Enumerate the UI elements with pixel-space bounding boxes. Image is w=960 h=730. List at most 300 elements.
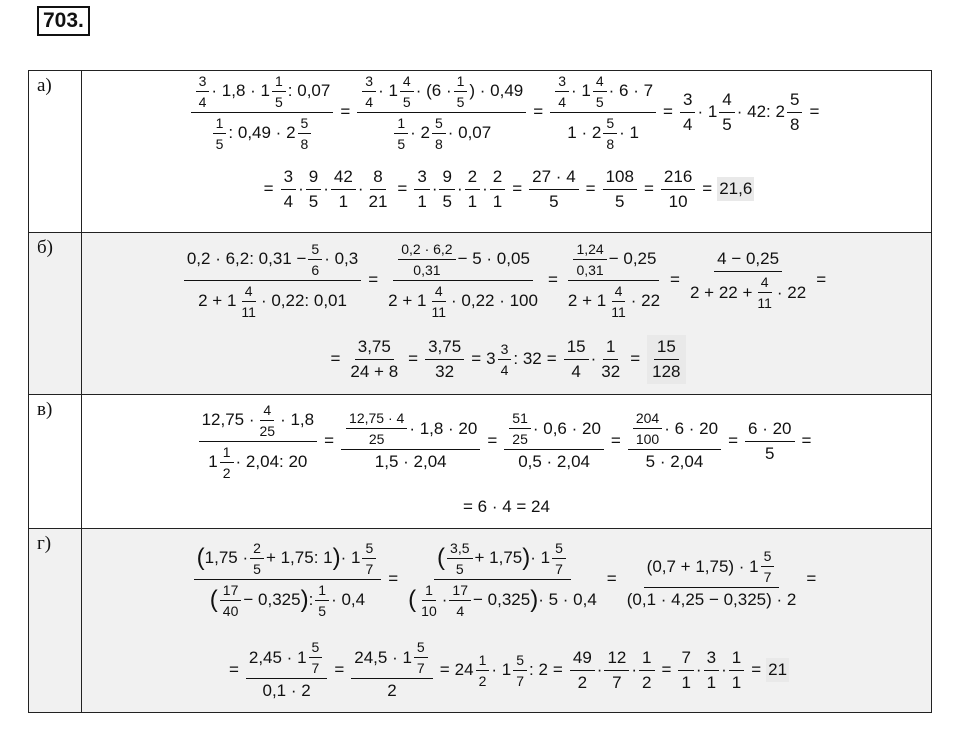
math-term: · xyxy=(695,660,702,679)
denominator: 1 xyxy=(706,672,717,692)
fraction xyxy=(400,73,414,110)
operator: = xyxy=(630,349,641,368)
fraction xyxy=(341,410,480,472)
fraction xyxy=(603,115,617,152)
denominator: 5 xyxy=(615,191,625,211)
math-term: · 42: 2 xyxy=(736,102,785,121)
fraction xyxy=(439,167,454,212)
fraction xyxy=(281,167,296,212)
fraction xyxy=(220,444,234,481)
math-term: · 22 xyxy=(776,282,807,302)
numerator xyxy=(246,639,327,679)
numerator: 3 xyxy=(498,341,512,360)
fraction xyxy=(729,648,744,693)
numerator: 4 xyxy=(593,73,607,92)
operator: = xyxy=(801,431,812,450)
denominator: 21 xyxy=(368,191,388,211)
denominator: 25 xyxy=(368,431,385,447)
denominator: 10 xyxy=(421,602,437,619)
denominator: 4 xyxy=(456,602,465,619)
numerator xyxy=(199,402,318,442)
denominator: 7 xyxy=(416,660,425,676)
numerator xyxy=(357,73,526,113)
numerator xyxy=(434,540,571,580)
fraction xyxy=(362,73,376,110)
numerator xyxy=(393,241,533,281)
fraction xyxy=(428,283,449,320)
math-term: · 2 xyxy=(410,123,430,142)
numerator: 1 xyxy=(476,652,490,671)
denominator: 32 xyxy=(601,361,621,381)
fraction xyxy=(405,540,600,619)
numerator xyxy=(341,410,480,450)
fraction xyxy=(598,337,623,382)
part-b-label: б) xyxy=(29,233,82,395)
numerator: 2 xyxy=(465,167,480,190)
numerator: 3 xyxy=(414,167,429,190)
numerator xyxy=(568,241,659,281)
fraction xyxy=(385,241,541,320)
numerator: 3 xyxy=(704,648,719,671)
part-g-label: г) xyxy=(29,529,82,713)
numerator: 4 xyxy=(612,283,626,302)
math-term: · 0,6 · 20 xyxy=(532,418,601,438)
math-term: · xyxy=(590,349,597,368)
math-term: · 1,8 · 20 xyxy=(409,418,478,438)
math-term: · 1 xyxy=(571,81,591,100)
denominator: 4 xyxy=(558,93,566,110)
numerator: 1 xyxy=(729,648,744,671)
denominator: 4 xyxy=(571,361,581,381)
denominator: 8 xyxy=(434,135,443,152)
fraction xyxy=(603,167,637,212)
part-b-cell xyxy=(82,233,932,395)
fraction xyxy=(308,241,322,278)
denominator: 0,1 · 2 xyxy=(262,681,311,700)
operator: = xyxy=(471,349,482,368)
operator: = xyxy=(439,660,450,679)
math-term: 2,45 · 1 xyxy=(248,647,307,667)
denominator: 4 xyxy=(283,191,294,211)
denominator: 1 xyxy=(681,672,691,692)
task-number: 703. xyxy=(37,6,90,36)
numerator: 1 xyxy=(603,337,618,360)
denominator: 5 xyxy=(442,191,452,211)
math-term: · 1 xyxy=(340,548,361,567)
denominator xyxy=(565,281,663,320)
fraction xyxy=(398,241,455,278)
denominator: 25 xyxy=(259,422,276,439)
numerator: 1 xyxy=(220,444,234,463)
numerator: 2 xyxy=(490,167,505,190)
numerator: 5 xyxy=(603,115,617,134)
denominator: 11 xyxy=(431,303,447,320)
denominator: 5 xyxy=(253,560,261,577)
math-term: + 1,75 xyxy=(474,548,523,567)
fraction xyxy=(298,115,312,152)
math-term: · 1 xyxy=(378,81,398,100)
math-term: · 6 · 7 xyxy=(608,81,654,100)
math-term: · 0,22: 0,01 xyxy=(260,291,347,310)
numerator: 4 − 0,25 xyxy=(714,249,782,272)
fraction xyxy=(272,73,286,110)
operator: = xyxy=(334,660,345,679)
operator: = xyxy=(661,660,672,679)
numerator: 3,75 xyxy=(425,337,464,360)
operator: = xyxy=(728,431,739,450)
part-a-line-2 xyxy=(82,153,931,225)
numerator: 12 xyxy=(604,648,629,671)
math-term: · 1 xyxy=(491,660,512,679)
fraction xyxy=(552,540,566,577)
part-g-cell xyxy=(82,529,932,713)
math-term: ) xyxy=(300,586,309,613)
math-term: = 6 · 4 = 24 xyxy=(463,497,550,516)
operator: = xyxy=(806,569,817,588)
numerator: 3 xyxy=(362,73,376,92)
operator: = xyxy=(663,102,673,121)
part-v-cell xyxy=(82,395,932,529)
fraction xyxy=(565,241,663,320)
denominator: 11 xyxy=(611,303,626,320)
denominator: 7 xyxy=(555,560,563,577)
denominator: (0,1 · 4,25 − 0,325) · 2 xyxy=(626,590,797,609)
denominator: 0,31 xyxy=(576,261,604,278)
math-term: ) xyxy=(332,544,341,571)
denominator: 5 · 2,04 xyxy=(645,452,704,471)
fraction xyxy=(213,115,227,152)
math-term: · 0,4 xyxy=(331,590,366,609)
denominator: 10 xyxy=(668,191,688,211)
math-term: · 5 · 0,4 xyxy=(538,590,597,609)
part-a-row xyxy=(29,71,932,233)
fraction xyxy=(184,241,361,320)
denominator: 40 xyxy=(222,602,239,619)
part-b-result xyxy=(647,335,685,384)
denominator: 1 xyxy=(492,191,503,211)
denominator: 7 xyxy=(612,672,622,692)
numerator: 204 xyxy=(633,410,662,429)
operator: = xyxy=(388,569,399,588)
fraction xyxy=(418,582,440,619)
math-term: 2 + 1 xyxy=(567,291,607,310)
fraction xyxy=(509,410,531,447)
math-term: : 0,07 xyxy=(287,81,331,100)
denominator: 5 xyxy=(549,191,559,211)
math-term: · xyxy=(456,179,463,198)
operator: = xyxy=(228,660,239,679)
fraction xyxy=(745,419,794,464)
part-v-label: в) xyxy=(29,395,82,529)
numerator: 3 xyxy=(555,73,569,92)
denominator: 4 xyxy=(198,93,207,110)
math-term: · xyxy=(431,179,438,198)
part-b-line-1 xyxy=(82,233,931,327)
denominator: 11 xyxy=(241,303,256,320)
math-term: 0,2 · 6,2: 0,31 − xyxy=(186,249,307,268)
operator: = xyxy=(324,431,335,450)
numerator: 4 xyxy=(400,73,414,92)
math-term: · 1,8 xyxy=(280,410,315,429)
denominator: 0,31 xyxy=(413,261,441,278)
fraction xyxy=(573,241,606,278)
denominator: 8 xyxy=(789,114,800,134)
numerator: 5 xyxy=(761,548,775,567)
part-v-line-1 xyxy=(82,395,931,487)
numerator xyxy=(550,73,656,113)
operator: = xyxy=(610,431,621,450)
math-term: + 1,75: 1 xyxy=(265,548,333,567)
math-term: − 0,325 xyxy=(473,590,531,609)
numerator: 1 xyxy=(213,115,227,134)
math-term: (0,7 + 1,75) · 1 xyxy=(646,556,759,576)
part-a-label: а) xyxy=(29,71,82,233)
math-term: 12,75 · xyxy=(201,410,255,429)
denominator: 8 xyxy=(606,135,615,152)
numerator: 1 xyxy=(454,73,468,92)
math-term: 1,75 · xyxy=(204,548,249,567)
fraction xyxy=(425,337,464,382)
numerator: 1 xyxy=(422,582,436,601)
math-term: 2 + 1 xyxy=(198,291,237,310)
math-term: · 0,22 · 100 xyxy=(451,291,538,310)
math-term: · 2,04: 20 xyxy=(235,452,308,471)
math-term: ) xyxy=(530,586,539,613)
math-term: 24 xyxy=(454,660,474,679)
numerator: 12,75 · 4 xyxy=(346,410,407,429)
numerator: 5 xyxy=(308,241,322,260)
fraction xyxy=(454,73,468,110)
math-term: − 0,25 xyxy=(608,249,657,268)
operator: = xyxy=(816,270,827,289)
numerator: 5 xyxy=(432,115,446,134)
numerator: 5 xyxy=(513,652,527,671)
numerator: 3 xyxy=(281,167,296,190)
denominator: 5 xyxy=(455,560,464,577)
numerator: 5 xyxy=(309,639,323,658)
denominator: 5 xyxy=(275,93,283,110)
fraction xyxy=(476,652,490,689)
operator: = xyxy=(368,270,379,289)
denominator: 25 xyxy=(512,431,528,447)
part-b-row xyxy=(29,233,932,395)
math-term: · 1 xyxy=(530,548,551,567)
operator: = xyxy=(546,349,557,368)
fraction xyxy=(432,115,446,152)
numerator: 17 xyxy=(220,582,242,601)
denominator xyxy=(385,281,541,320)
numerator: 9 xyxy=(306,167,321,190)
part-b-line-2 xyxy=(82,327,931,391)
numerator: 7 xyxy=(678,648,693,671)
math-term: · 6 · 20 xyxy=(664,418,719,438)
math-term: · 1 xyxy=(697,102,718,121)
math-term: 2 + 1 xyxy=(388,291,427,310)
denominator: 7 xyxy=(763,569,772,585)
denominator: 1,5 · 2,04 xyxy=(374,452,447,471)
numerator: 42 xyxy=(331,167,356,190)
math-term: · xyxy=(323,179,329,198)
denominator: 1 xyxy=(417,191,427,211)
numerator: 51 xyxy=(509,410,531,429)
a-frac-2 xyxy=(357,73,526,152)
denominator: 2 xyxy=(577,672,588,692)
numerator: 1 xyxy=(639,648,654,671)
numerator: 5 xyxy=(298,115,312,134)
denominator: 5 xyxy=(402,93,411,110)
numerator: 3 xyxy=(680,90,695,113)
fraction xyxy=(661,167,695,212)
math-term: · xyxy=(441,590,448,609)
operator: = xyxy=(552,660,563,679)
denominator xyxy=(205,442,310,481)
math-term: 1 · 2 xyxy=(567,123,602,142)
math-term: · xyxy=(596,660,603,679)
denominator: 6 xyxy=(311,261,320,278)
operator: = xyxy=(340,102,351,121)
numerator xyxy=(351,639,432,679)
fraction xyxy=(414,639,428,676)
fraction xyxy=(787,90,802,135)
part-a-line-1 xyxy=(82,71,931,153)
denominator: 2 xyxy=(387,681,397,700)
numerator: 5 xyxy=(787,90,802,113)
math-term: · (6 · xyxy=(415,81,452,100)
math-term: : 32 xyxy=(513,349,542,368)
solution-table xyxy=(28,70,932,713)
fraction xyxy=(704,648,719,693)
numerator: 5 xyxy=(414,639,428,658)
denominator: 2 xyxy=(222,464,231,481)
numerator: 3,5 xyxy=(447,540,472,559)
math-term: 1 xyxy=(208,452,218,471)
math-term: 3 xyxy=(486,349,496,368)
numerator: 49 xyxy=(570,648,595,671)
fraction xyxy=(465,167,480,212)
denominator: 0,5 · 2,04 xyxy=(518,452,591,471)
fraction xyxy=(608,283,629,320)
part-g-line-2 xyxy=(82,629,931,711)
numerator: 1,24 xyxy=(573,241,606,260)
fraction xyxy=(246,639,327,701)
operator: = xyxy=(330,349,341,368)
numerator: 5 xyxy=(362,540,376,559)
operator: = xyxy=(670,270,680,289)
operator: = xyxy=(547,270,558,289)
fraction xyxy=(257,402,279,439)
part-g-line-1 xyxy=(82,529,931,629)
math-term: ) · 0,49 xyxy=(469,81,524,100)
math-term: · xyxy=(298,179,304,198)
denominator: 7 xyxy=(311,660,320,676)
numerator: 3 xyxy=(196,73,210,92)
fraction xyxy=(238,283,259,320)
denominator: 4 xyxy=(500,361,509,378)
denominator: 24 + 8 xyxy=(350,361,399,381)
numerator xyxy=(184,241,361,281)
denominator: 4 xyxy=(365,93,374,110)
fraction xyxy=(414,167,429,212)
denominator: 5 xyxy=(397,135,406,152)
fraction xyxy=(529,167,578,212)
operator: = xyxy=(702,179,713,198)
fraction xyxy=(196,73,210,110)
math-term: 24,5 · 1 xyxy=(354,647,412,667)
fraction xyxy=(331,167,356,212)
denominator xyxy=(687,272,809,311)
fraction xyxy=(306,167,321,212)
fraction xyxy=(504,410,604,472)
part-g-result: 21 xyxy=(766,658,789,682)
operator: = xyxy=(533,102,544,121)
math-term: · 22 xyxy=(630,291,661,310)
fraction xyxy=(309,639,323,676)
fraction xyxy=(687,249,809,311)
numerator: 1 xyxy=(394,115,408,134)
math-term: · xyxy=(482,179,488,198)
a-frac-1 xyxy=(191,73,334,152)
denominator: 11 xyxy=(757,295,772,311)
math-term: · xyxy=(721,660,727,679)
operator: = xyxy=(643,179,654,198)
math-term: 2 + 22 + xyxy=(689,282,753,302)
denominator: 4 xyxy=(682,114,693,134)
math-term: · xyxy=(357,179,364,198)
fraction xyxy=(194,540,382,619)
fraction xyxy=(199,402,318,481)
fraction xyxy=(680,90,695,135)
numerator: 1 xyxy=(272,73,286,92)
fraction xyxy=(498,341,512,378)
denominator: 1 xyxy=(467,191,478,211)
part-a-result: 21,6 xyxy=(717,177,754,201)
fraction xyxy=(564,337,589,382)
denominator: 5 xyxy=(308,191,319,211)
math-term: : 2 xyxy=(529,660,548,679)
fraction xyxy=(346,410,407,447)
math-term: − 5 · 0,05 xyxy=(457,249,530,268)
numerator: 4 xyxy=(719,90,734,113)
part-v-line-2 xyxy=(82,487,931,527)
denominator: 1 xyxy=(731,672,742,692)
numerator: 6 · 20 xyxy=(745,419,794,442)
fraction xyxy=(513,652,527,689)
operator: = xyxy=(751,660,762,679)
denominator: 5 xyxy=(722,114,732,134)
fraction xyxy=(347,337,401,382)
math-term: ( xyxy=(408,586,417,613)
fraction xyxy=(365,167,390,212)
operator: = xyxy=(606,569,617,588)
math-term: : xyxy=(308,590,314,609)
fraction xyxy=(593,73,607,110)
denominator: 5 xyxy=(318,602,327,619)
denominator: 32 xyxy=(435,361,455,381)
numerator: 216 xyxy=(661,167,695,190)
a-frac-3 xyxy=(550,73,656,152)
fraction xyxy=(220,582,242,619)
numerator xyxy=(191,73,334,113)
fraction xyxy=(678,648,693,693)
fraction xyxy=(639,648,654,693)
denominator: 5 xyxy=(456,93,465,110)
denominator xyxy=(195,281,350,320)
denominator: 2 xyxy=(478,672,487,689)
numerator: 1 xyxy=(315,582,329,601)
numerator xyxy=(628,410,721,450)
fraction xyxy=(315,582,329,619)
denominator: 5 xyxy=(765,443,775,463)
